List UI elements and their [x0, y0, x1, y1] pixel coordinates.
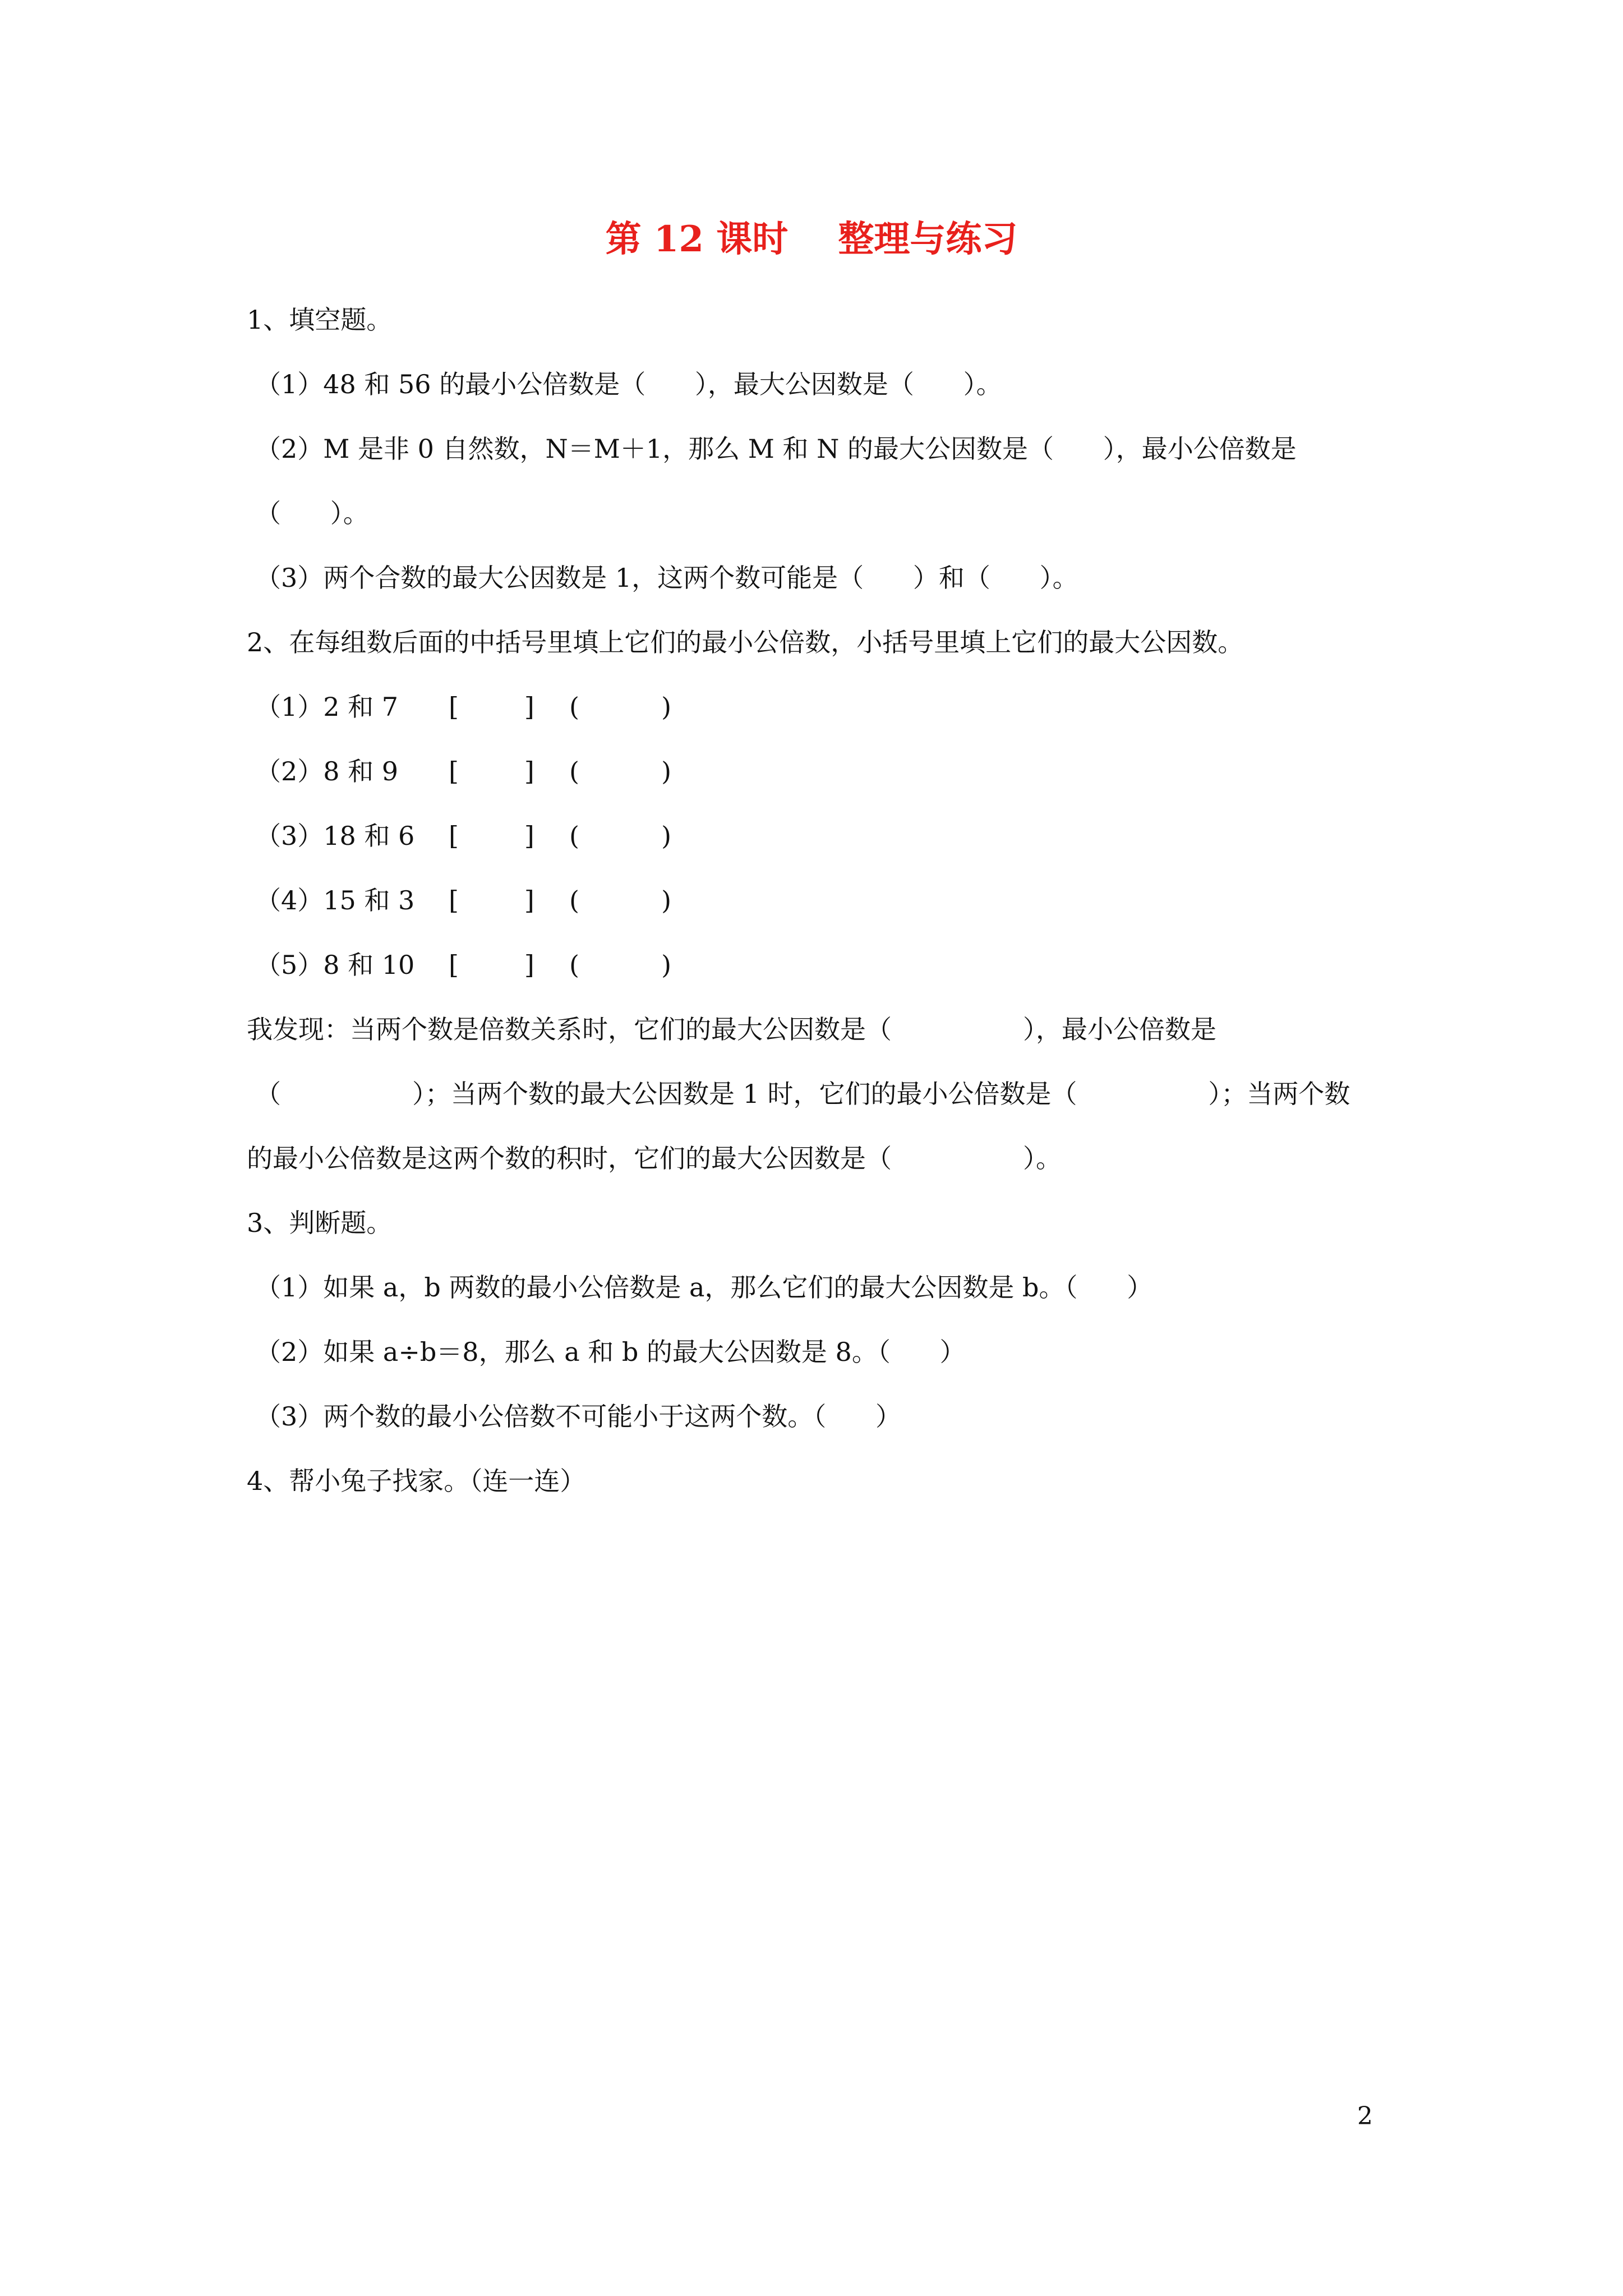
discovery-line-1: 我发现：当两个数是倍数关系时，它们的最大公因数是（ ），最小公倍数是: [247, 1014, 1216, 1045]
discovery-line-3: 的最小公倍数是这两个数的积时，它们的最大公因数是（ ）。: [247, 1143, 1062, 1174]
section-3-question-1: （1）如果 a，b 两数的最小公倍数是 a，那么它们的最大公因数是 b。（ ）: [255, 1272, 1153, 1303]
section-1-question-3: （3）两个合数的最大公因数是 1，这两个数可能是（ ）和（ ）。: [255, 563, 1078, 593]
gcd-blank: ( ): [569, 885, 672, 915]
gcd-blank: ( ): [569, 692, 672, 722]
lcm-blank: [ ]: [449, 950, 534, 980]
section-4-heading: 4、帮小兔子找家。（连一连）: [247, 1466, 586, 1496]
gcd-blank: ( ): [569, 950, 672, 980]
section-2-heading: 2、在每组数后面的中括号里填上它们的最小公倍数，小括号里填上它们的最大公因数。: [247, 627, 1244, 657]
lcm-blank: [ ]: [449, 821, 534, 851]
section-3-question-3: （3）两个数的最小公倍数不可能小于这两个数。（ ）: [255, 1401, 901, 1432]
number-pair-label: （3）18 和 6: [255, 821, 415, 851]
lcm-blank: [ ]: [449, 756, 534, 786]
section-1-heading: 1、填空题。: [247, 305, 393, 335]
lcm-blank: [ ]: [449, 885, 534, 915]
section-3-question-2: （2）如果 a÷b＝8，那么 a 和 b 的最大公因数是 8。（ ）: [255, 1337, 966, 1367]
section-1-question-1: （1）48 和 56 的最小公倍数是（ ），最大公因数是（ ）。: [255, 369, 1002, 399]
lcm-blank: [ ]: [449, 692, 534, 722]
section-3-heading: 3、判断题。: [247, 1208, 393, 1238]
discovery-line-2: （ ）；当两个数的最大公因数是 1 时，它们的最小公倍数是（ ）；当两个数: [255, 1079, 1350, 1109]
section-1-question-2-line-1: （2）M 是非 0 自然数，N＝M＋1，那么 M 和 N 的最大公因数是（ ），最小公倍数是: [255, 434, 1297, 464]
number-pair-label: （4）15 和 3: [255, 885, 415, 915]
number-pair-label: （1）2 和 7: [255, 692, 399, 722]
page-number: 2: [1357, 2102, 1373, 2131]
section-1-question-2-line-2: （ ）。: [255, 498, 369, 528]
page-title: 第 12 课时 整理与练习: [605, 218, 1018, 260]
number-pair-label: （5）8 和 10: [255, 950, 415, 980]
number-pair-label: （2）8 和 9: [255, 756, 399, 786]
gcd-blank: ( ): [569, 821, 672, 851]
gcd-blank: ( ): [569, 756, 672, 786]
